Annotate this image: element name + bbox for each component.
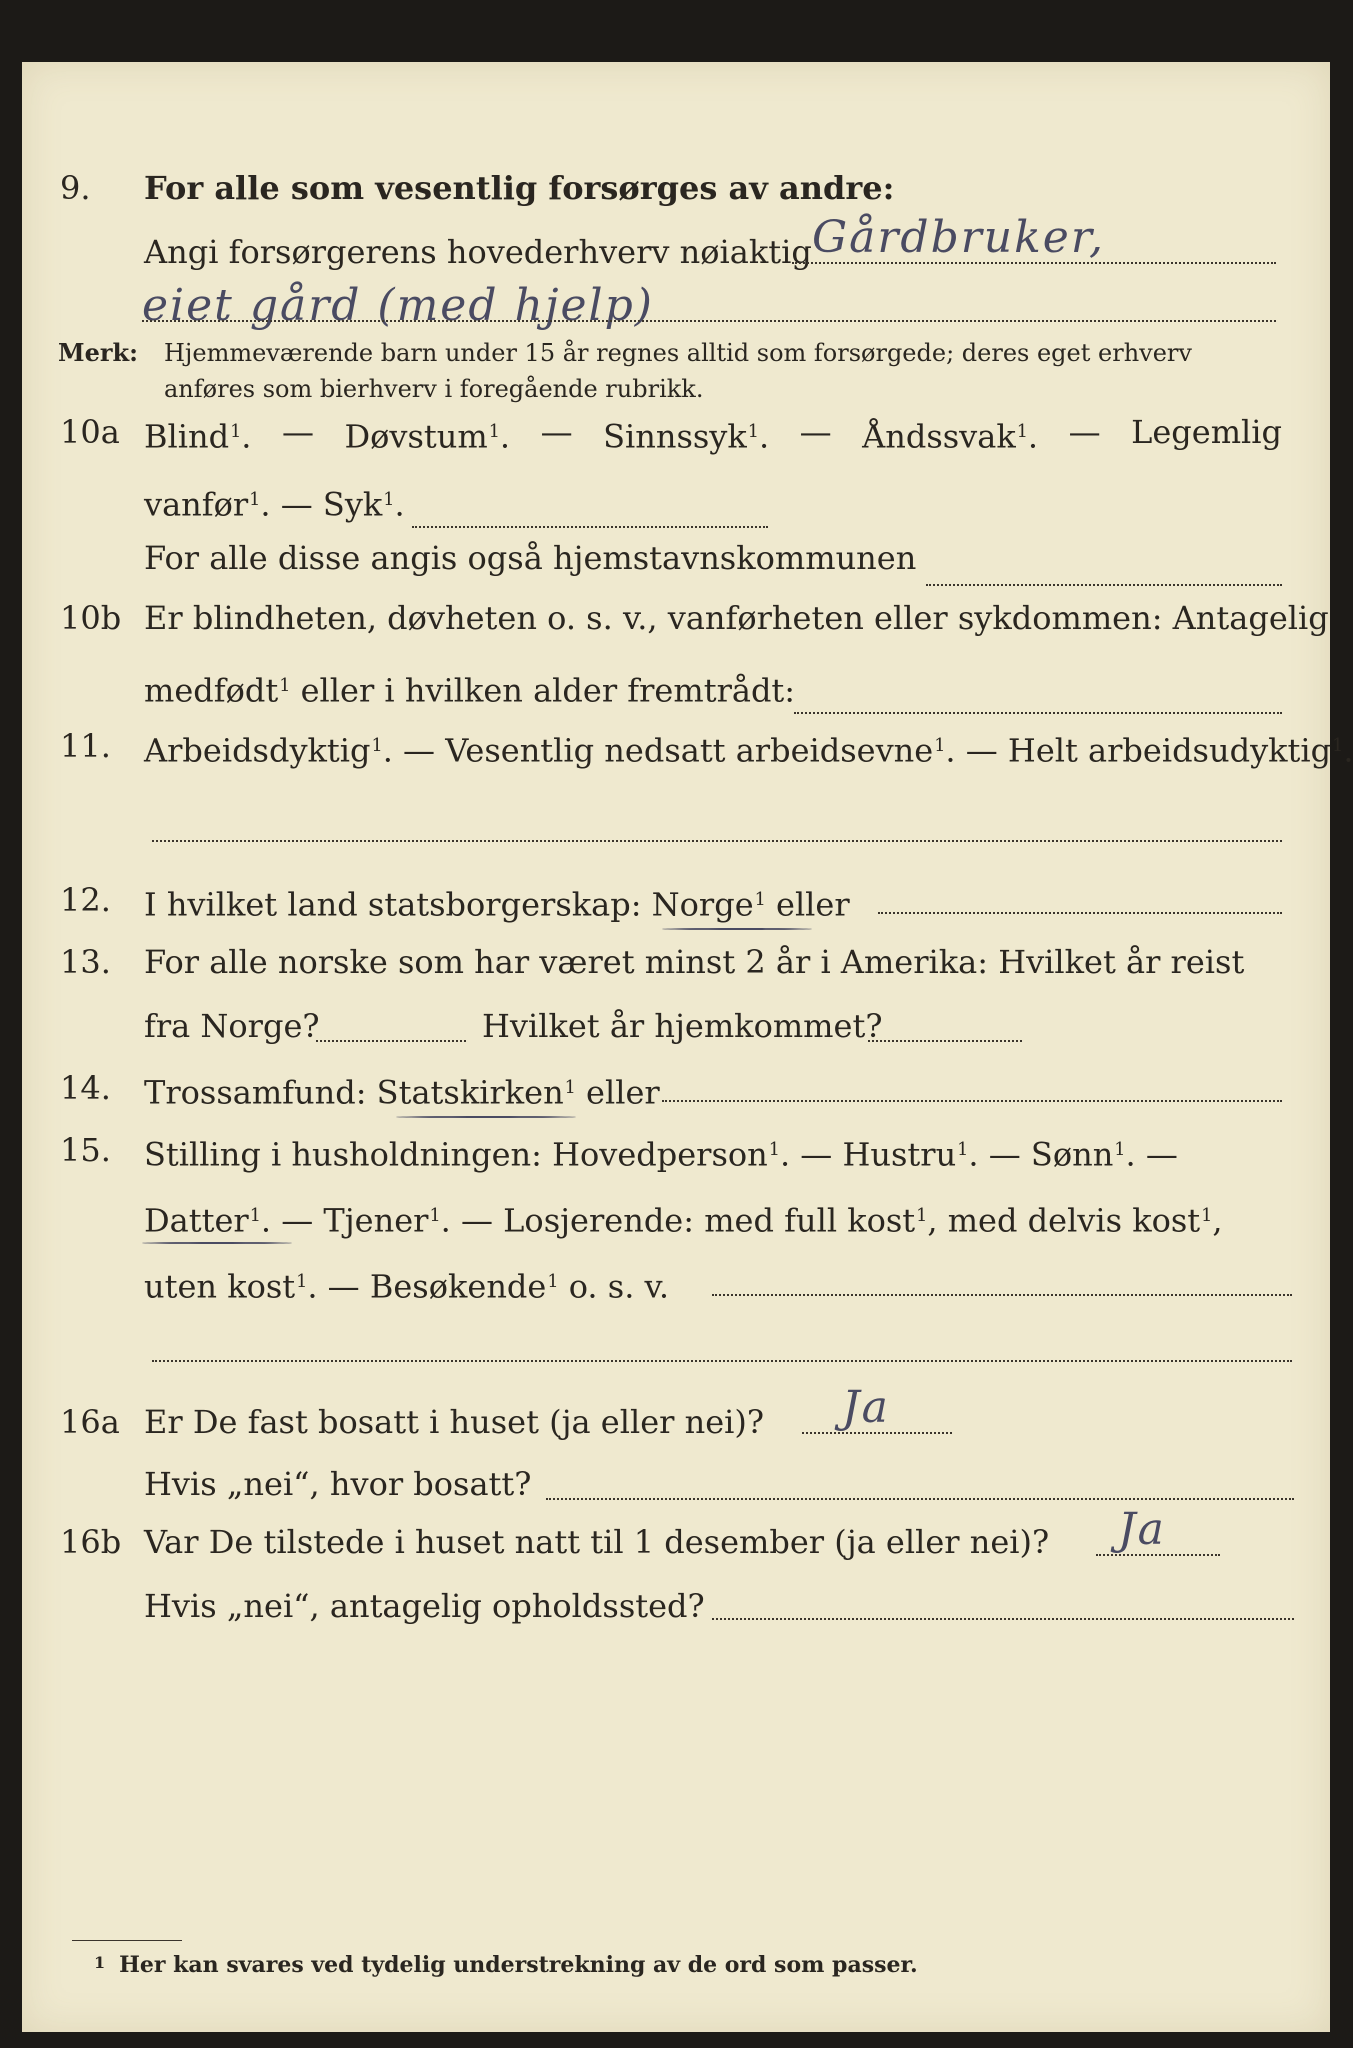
underline-mark bbox=[662, 928, 812, 930]
answer-line bbox=[794, 712, 1282, 714]
separator: — bbox=[281, 413, 314, 451]
footnote-mark: 1 bbox=[94, 1953, 106, 1972]
note-text: anføres som bierhverv i foregående rubrikk. bbox=[164, 375, 704, 403]
handwritten-answer: Ja bbox=[842, 1382, 890, 1433]
answer-line bbox=[802, 1432, 952, 1434]
question-text: Er blindheten, døvheten o. s. v., vanførheten eller sykdommen: Antagelig bbox=[144, 599, 1329, 637]
option-statskirken[interactable]: Statskirken bbox=[376, 1073, 564, 1112]
question-number: 9. bbox=[60, 169, 91, 207]
option-datter[interactable]: Datter bbox=[144, 1201, 249, 1240]
question-number: 16a bbox=[60, 1403, 120, 1441]
answer-line bbox=[546, 1498, 1294, 1500]
answer-line bbox=[712, 1618, 1294, 1620]
separator: — bbox=[799, 413, 832, 451]
question-text: uten kost$^1$. — Besøkende$^1$ o. s. v. bbox=[144, 1267, 669, 1306]
question-text: Hvilket år hjemkommet? bbox=[482, 1007, 883, 1045]
census-form-page bbox=[22, 62, 1353, 2032]
option-sinnssyk[interactable]: Sinnssyk$^1$. bbox=[603, 417, 770, 456]
answer-line bbox=[868, 1040, 1022, 1042]
separator: — bbox=[1068, 413, 1101, 451]
footnote bbox=[94, 1952, 918, 1978]
question-text: medfødt$^1$ eller i hvilken alder fremtrådt: bbox=[144, 671, 796, 710]
question-text: Arbeidsdyktig$^1$. — Vesentlig nedsatt arbeidsevne$^1$. — Helt arbeidsudyktig$^1$. bbox=[144, 731, 1353, 770]
question-number: 15. bbox=[60, 1131, 111, 1169]
answer-line bbox=[412, 526, 768, 528]
underline-mark bbox=[396, 1116, 576, 1118]
answer-line bbox=[926, 584, 1282, 586]
answer-line bbox=[1096, 1554, 1220, 1556]
question-text: For alle som vesentlig forsørges av andre: bbox=[144, 169, 895, 207]
question-number: 16b bbox=[60, 1523, 122, 1561]
answer-line bbox=[878, 912, 1282, 914]
note-label: Merk: bbox=[58, 338, 138, 367]
question-text: Hvis „nei“, antagelig opholdssted? bbox=[144, 1587, 705, 1625]
question-text: Hvis „nei“, hvor bosatt? bbox=[144, 1465, 532, 1503]
question-number: 12. bbox=[60, 881, 111, 919]
option-blind[interactable]: Blind$^1$. bbox=[144, 417, 252, 456]
question-text: For alle norske som har været minst 2 år i Amerika: Hvilket år reist bbox=[144, 943, 1245, 981]
note-text: Hjemmeværende barn under 15 år regnes alltid som forsørgede; deres eget erhverv bbox=[164, 339, 1192, 367]
handwritten-answer: Ja bbox=[1118, 1504, 1166, 1555]
footnote-text: Her kan svares ved tydelig understrekning av de ord som passer. bbox=[119, 1952, 918, 1978]
answer-line bbox=[792, 262, 1276, 264]
option-andssvak[interactable]: Åndssvak$^1$. bbox=[862, 417, 1039, 456]
answer-line bbox=[662, 1100, 1282, 1102]
question-text: I hvilket land statsborgerskap: Norge$^1$ eller bbox=[144, 885, 850, 924]
option-vanfor[interactable]: vanfør$^1$. — Syk$^1$. bbox=[144, 485, 405, 524]
answer-line bbox=[712, 1294, 1292, 1296]
underline-mark bbox=[142, 1242, 292, 1244]
answer-line bbox=[152, 840, 1282, 842]
handwritten-answer: eiet gård (med hjelp) bbox=[142, 280, 654, 331]
answer-line bbox=[142, 320, 1276, 322]
option-legemlig[interactable]: Legemlig bbox=[1131, 413, 1282, 451]
question-text: Trossamfund: Statskirken$^1$ eller bbox=[144, 1073, 660, 1112]
question-number: 10a bbox=[60, 413, 120, 451]
answer-line bbox=[316, 1040, 466, 1042]
option-norge[interactable]: Norge bbox=[651, 885, 754, 924]
handwritten-answer: Gårdbruker, bbox=[812, 212, 1106, 263]
separator: — bbox=[540, 413, 573, 451]
question-text: Stilling i husholdningen: Hovedperson$^1$. — Hustru$^1$. — Sønn$^1$. — bbox=[144, 1135, 1178, 1174]
question-text: Var De tilstede i huset natt til 1 desember (ja eller nei)? bbox=[144, 1523, 1050, 1561]
question-number: 14. bbox=[60, 1069, 111, 1107]
option-list bbox=[144, 412, 1282, 457]
question-text: Er De fast bosatt i huset (ja eller nei)? bbox=[144, 1403, 765, 1441]
question-text: For alle disse angis også hjemstavnskommunen bbox=[144, 539, 917, 577]
option-dovstum[interactable]: Døvstum$^1$. bbox=[344, 417, 511, 456]
question-text: Datter$^1$. — Tjener$^1$. — Losjerende: med full kost$^1$, med delvis kost$^1$, bbox=[144, 1201, 1223, 1240]
question-number: 13. bbox=[60, 943, 111, 981]
question-text: fra Norge? bbox=[144, 1007, 320, 1045]
answer-line bbox=[152, 1360, 1292, 1362]
footnote-rule bbox=[72, 1940, 182, 1941]
question-text: Angi forsørgerens hovederhverv nøiaktig bbox=[144, 233, 812, 271]
question-number: 11. bbox=[60, 727, 111, 765]
question-number: 10b bbox=[60, 599, 122, 637]
